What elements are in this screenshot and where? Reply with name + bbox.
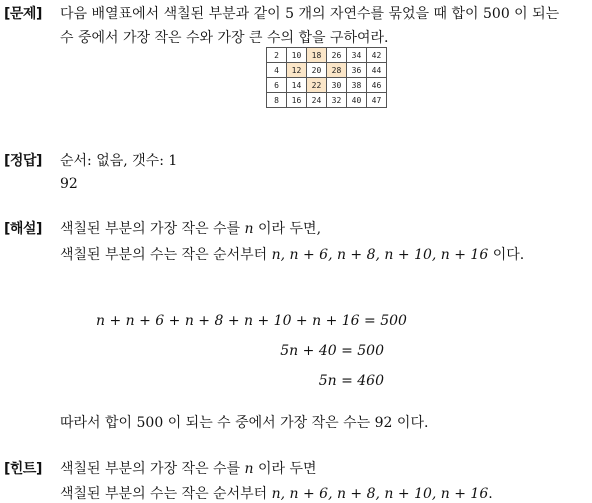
solution-sequence: n, n + 6, n + 8, n + 10, n + 16 — [271, 247, 489, 263]
grid-cell-highlighted: 12 — [287, 63, 307, 78]
grid-cell-highlighted: 22 — [307, 78, 327, 93]
grid-cell: 40 — [347, 93, 367, 108]
solution-line1-tail: 이라 두면, — [253, 221, 322, 237]
solution-line2 — [60, 244, 524, 264]
equation-1: n + n + 6 + n + 8 + n + 10 + n + 16 = 500 — [96, 313, 407, 329]
number-grid — [266, 47, 387, 108]
grid-cell: 46 — [367, 78, 387, 93]
hint-sequence: n, n + 6, n + 8, n + 10, n + 16 — [271, 486, 489, 502]
solution-line2-text: 색칠된 부분의 수는 작은 순서부터 — [60, 247, 272, 263]
hint-line2-text: 색칠된 부분의 수는 작은 순서부터 — [60, 486, 272, 502]
grid-cell: 8 — [267, 93, 287, 108]
problem-label: [문제] — [4, 6, 42, 22]
grid-row — [267, 48, 387, 63]
grid-cell: 16 — [287, 93, 307, 108]
grid-cell: 24 — [307, 93, 327, 108]
solution-label: [해설] — [4, 221, 42, 237]
answer-value: 92 — [60, 176, 78, 192]
grid-row — [267, 78, 387, 93]
grid-cell: 36 — [347, 63, 367, 78]
grid-cell: 32 — [327, 93, 347, 108]
solution-conclusion: 따라서 합이 500 이 되는 수 중에서 가장 작은 수는 92 이다. — [60, 415, 429, 431]
solution-line1-text: 색칠된 부분의 가장 작은 수를 — [60, 221, 245, 237]
grid-cell-highlighted: 18 — [307, 48, 327, 63]
grid-cell: 38 — [347, 78, 367, 93]
problem-text-line1: 다음 배열표에서 색칠된 부분과 같이 5 개의 자연수를 묶었을 때 합이 500 이 되는 — [60, 6, 560, 22]
answer-order-count: 순서: 없음, 갯수: 1 — [60, 153, 178, 169]
grid-cell: 2 — [267, 48, 287, 63]
answer-label: [정답] — [4, 153, 42, 169]
grid-cell: 10 — [287, 48, 307, 63]
grid-cell-highlighted: 28 — [327, 63, 347, 78]
grid-cell: 4 — [267, 63, 287, 78]
solution-var-n: n — [244, 221, 254, 237]
equation-2: 5n + 40 = 500 — [280, 343, 384, 359]
grid-cell: 47 — [367, 93, 387, 108]
solution-line1 — [60, 218, 321, 238]
solution-line2-tail: 이다. — [488, 247, 525, 263]
grid-cell: 20 — [307, 63, 327, 78]
grid-cell: 44 — [367, 63, 387, 78]
grid-row — [267, 93, 387, 108]
hint-line1-text: 색칠된 부분의 가장 작은 수를 — [60, 461, 245, 477]
grid-cell: 34 — [347, 48, 367, 63]
grid-cell: 42 — [367, 48, 387, 63]
hint-line1 — [60, 458, 317, 478]
hint-line1-tail: 이라 두면 — [253, 461, 317, 477]
hint-line2-tail: . — [488, 486, 493, 502]
grid-cell: 14 — [287, 78, 307, 93]
grid-cell: 30 — [327, 78, 347, 93]
equation-3: 5n = 460 — [318, 373, 384, 389]
grid-row — [267, 63, 387, 78]
grid-cell: 26 — [327, 48, 347, 63]
hint-line2 — [60, 483, 493, 503]
problem-text-line2: 수 중에서 가장 작은 수와 가장 큰 수의 합을 구하여라. — [60, 30, 389, 46]
hint-var-n: n — [244, 461, 254, 477]
grid-cell: 6 — [267, 78, 287, 93]
hint-label: [힌트] — [4, 461, 42, 477]
